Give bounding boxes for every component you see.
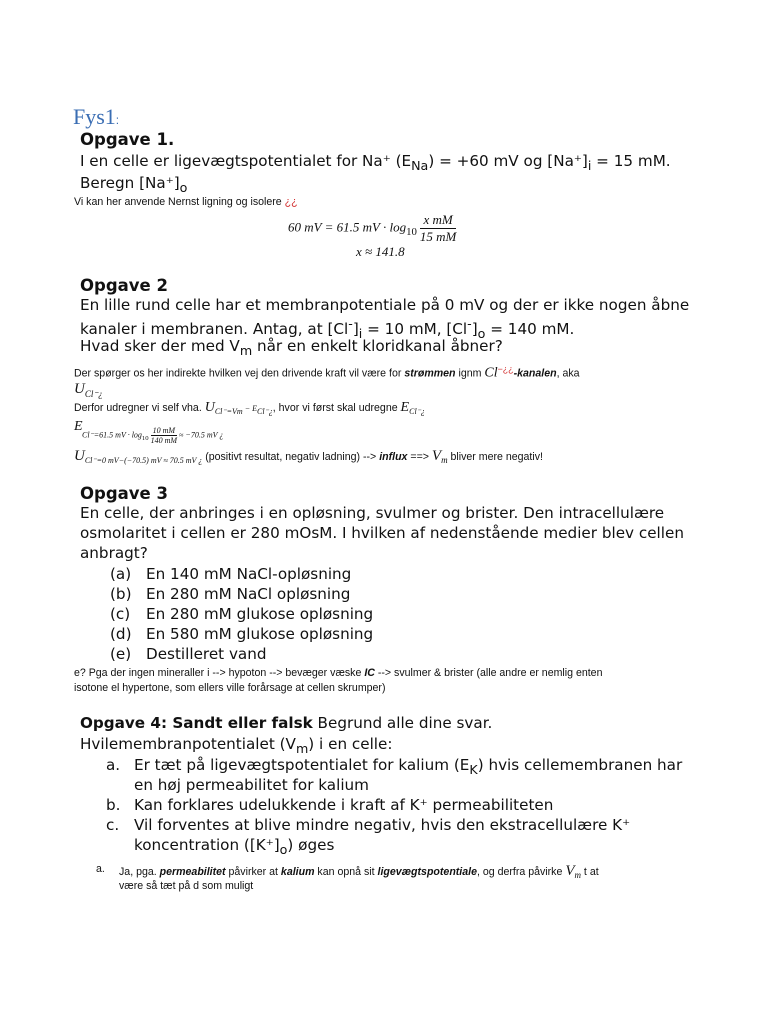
q2-note-line5: $U_{Cl^-=0 mV-(-70.5) mV \approx 70.5 mV ¿}$ (positivt resultat, negativ ladning) --> influx ==> $V_m$ bliver mere negativ!: [74, 448, 543, 466]
e-cl-symbol: E: [74, 419, 83, 434]
q3-answer-line1: e? Pga der ingen mineraller i --> hypoton --> bevæger væske IC --> svulmer & brister (alle andre er nemlig enten: [74, 667, 603, 679]
q2-question-line3: Hvad sker der med $V_m$ når en enkelt kloridkanal åbner?: [80, 337, 503, 359]
q3-question-line3: anbragt?: [80, 544, 148, 562]
q4-item-c-label: c.: [106, 816, 120, 834]
q4-item-c-line2: koncentration $([K^+]_o)$ øges: [134, 836, 335, 858]
q1-question-line1: I en celle er ligevægtspotentialet for Na⁺ $(E_{Na}) = +60$ mV og $[Na^+]_i = 15$ mM.: [80, 152, 671, 174]
q1-question-line2: Beregn $[Na^+]_o$: [80, 174, 188, 196]
u-cl-symbol: $U_{Cl^-¿}$: [74, 381, 103, 399]
q4-answer-line1: Ja, pga. permeabilitet påvirker at kalium kan opnå sit ligevægtspotentiale, og derfra påvirke $V_m$ t at: [119, 863, 599, 881]
q2-note-line1: Der spørger os her indirekte hvilken vej den drivende kraft vil være for strømmen ignm Cl−¿¿-kanalen, aka: [74, 364, 580, 381]
q1-note: Vi kan her anvende Nernst ligning og isolere ¿¿: [74, 196, 298, 208]
q3-heading: Opgave 3: [80, 484, 168, 503]
page-title: Fys1:: [73, 104, 120, 129]
q4-answer-line2: være så tæt på d som muligt: [119, 880, 254, 892]
q3-option: (c) En 280 mM glukose opløsning: [110, 605, 374, 623]
q3-answer-line2: isotone el hypertone, som ellers ville forårsage at cellen skrumper): [74, 682, 386, 694]
q4-item-a-line2: en høj permeabilitet for kalium: [134, 776, 369, 794]
q3-option: (b) En 280 mM NaCl opløsning: [110, 585, 351, 603]
q2-question-line1: En lille rund celle har et membranpotentiale på 0 mV og der er ikke nogen åbne: [80, 296, 690, 314]
q4-item-a-label: a.: [106, 756, 121, 774]
nernst-equation: 60 mV = 61.5 mV · $\log_{10}$ $\frac{\text{x mM}}{15 mM}$: [288, 212, 457, 244]
q3-question-line1: En celle, der anbringes i en opløsning, svulmer og brister. Den intracellulære: [80, 504, 665, 522]
q4-item-c-line1: Vil forventes at blive mindre negativ, hvis den ekstracellulære K⁺: [134, 816, 631, 834]
q4-item-b-line: Kan forklares udelukkende i kraft af K⁺ permeabiliteten: [134, 796, 554, 814]
e-cl-equation: Cl⁻=61.5 mV · $\log_{10}$ $\frac{10 mM}{140 mM}$ ≈ −70.5 mV ¿: [82, 426, 224, 445]
q1-heading: Opgave 1.: [80, 130, 175, 149]
q2-note-line3: Derfor udregner vi self vha. $U_{Cl^-=Vm} - E_{Cl^-¿}$, hvor vi først skal udregne $E_{Cl^-¿}$: [74, 400, 425, 417]
q4-item-b-label: b.: [106, 796, 121, 814]
q4-item-a-line1: Er tæt på ligevægtspotentialet for kalium $(E_K)$ hvis cellemembranen har: [134, 756, 683, 778]
q3-option: (e) Destilleret vand: [110, 645, 267, 663]
q3-option: (d) En 580 mM glukose opløsning: [110, 625, 374, 643]
q2-heading: Opgave 2: [80, 276, 168, 295]
q4-answer-label: a.: [96, 863, 105, 875]
q4-heading: Opgave 4: Sandt eller falsk Begrund alle dine svar.: [80, 714, 493, 732]
q3-option: (a) En 140 mM NaCl-opløsning: [110, 565, 352, 583]
q4-intro: Hvilemembranpotentialet $(V_m)$ i en celle:: [80, 735, 393, 757]
replacement-glyph: ¿¿: [284, 196, 298, 208]
q2-question-line2: kanaler i membranen. Antag, at $[Cl^-]_i = 10$ mM, $[Cl^-]_o = 140$ mM.: [80, 316, 575, 342]
nernst-result: x ≈ 141.8: [356, 244, 405, 259]
q3-question-line2: osmolaritet i cellen er 280 mOsM. I hvilken af nedenstående medier blev cellen: [80, 524, 684, 542]
